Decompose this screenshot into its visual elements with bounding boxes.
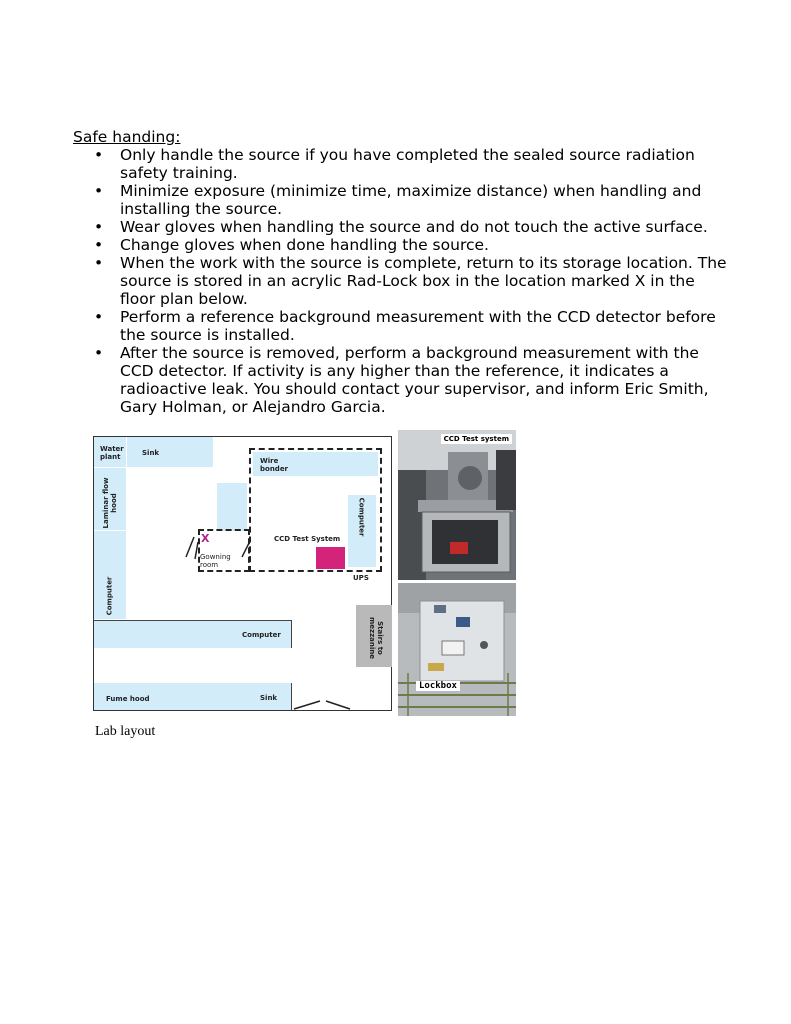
list-item [94, 218, 734, 236]
bullet-icon: • [94, 146, 104, 164]
computer-right-label: Computer [357, 497, 366, 537]
water-plant-label: Water plant [100, 445, 124, 461]
wire-bonder-label: Wire bonder [260, 457, 289, 473]
list-item [94, 254, 734, 308]
bullet-icon: • [94, 182, 104, 200]
section-heading: Safe handing: [73, 128, 181, 146]
lockbox-photo-label: Lockbox [416, 681, 460, 691]
list-item [94, 344, 734, 416]
sink-top-bench [127, 437, 213, 467]
sink-bottom-label: Sink [260, 694, 278, 702]
ccd-photo-illustration [398, 430, 516, 580]
ccd-test-system-label: CCD Test System [274, 535, 341, 543]
list-item-text: When the work with the source is complete, return to its storage location. The source is stored in an acrylic Rad-Lock box in the location marked X in the floor plan below. [120, 254, 727, 308]
list-item [94, 236, 734, 254]
list-item-text: Change gloves when done handling the source. [120, 236, 489, 254]
center-bench [217, 483, 247, 531]
figure-caption: Lab layout [95, 724, 156, 739]
list-item-text: After the source is removed, perform a background measurement with the CCD detector. If activity is any higher than the reference, it indicates a radioactive leak. You should contact your supervisor, and inform Eric Smith, Gary Holman, or Alejandro Garcia. [120, 344, 709, 416]
ccd-system-block [316, 547, 345, 569]
list-item [94, 146, 734, 182]
bullet-icon: • [94, 344, 104, 362]
sink-top-label: Sink [142, 449, 160, 457]
ccd-test-system-photo [398, 430, 516, 580]
ups-label: UPS [353, 574, 369, 582]
list-item [94, 308, 734, 344]
stairs-label: Stairs to mezzanine [368, 616, 384, 660]
lockbox-photo [398, 583, 516, 716]
bullet-icon: • [94, 254, 104, 272]
lockbox-photo-illustration [398, 583, 516, 716]
bullet-icon: • [94, 218, 104, 236]
list-item-text: Only handle the source if you have completed the sealed source radiation safety training. [120, 146, 695, 182]
computer-left-label: Computer [105, 576, 114, 616]
list-item [94, 182, 734, 218]
fume-hood-label: Fume hood [106, 695, 150, 703]
safety-list [94, 146, 734, 416]
x-mark: X [201, 532, 210, 545]
computer-middle-label: Computer [242, 631, 281, 639]
bullet-icon: • [94, 236, 104, 254]
laminar-flow-hood-label: Laminar flow hood [102, 477, 118, 529]
list-item-text: Perform a reference background measurement with the CCD detector before the source is installed. [120, 308, 716, 344]
floor-plan [93, 436, 392, 711]
ccd-photo-label: CCD Test system [441, 434, 512, 444]
list-item-text: Wear gloves when handling the source and do not touch the active surface. [120, 218, 708, 236]
gowning-room-label: Gowning room [200, 553, 231, 569]
bullet-icon: • [94, 308, 104, 326]
list-item-text: Minimize exposure (minimize time, maximize distance) when handling and installing the source. [120, 182, 702, 218]
